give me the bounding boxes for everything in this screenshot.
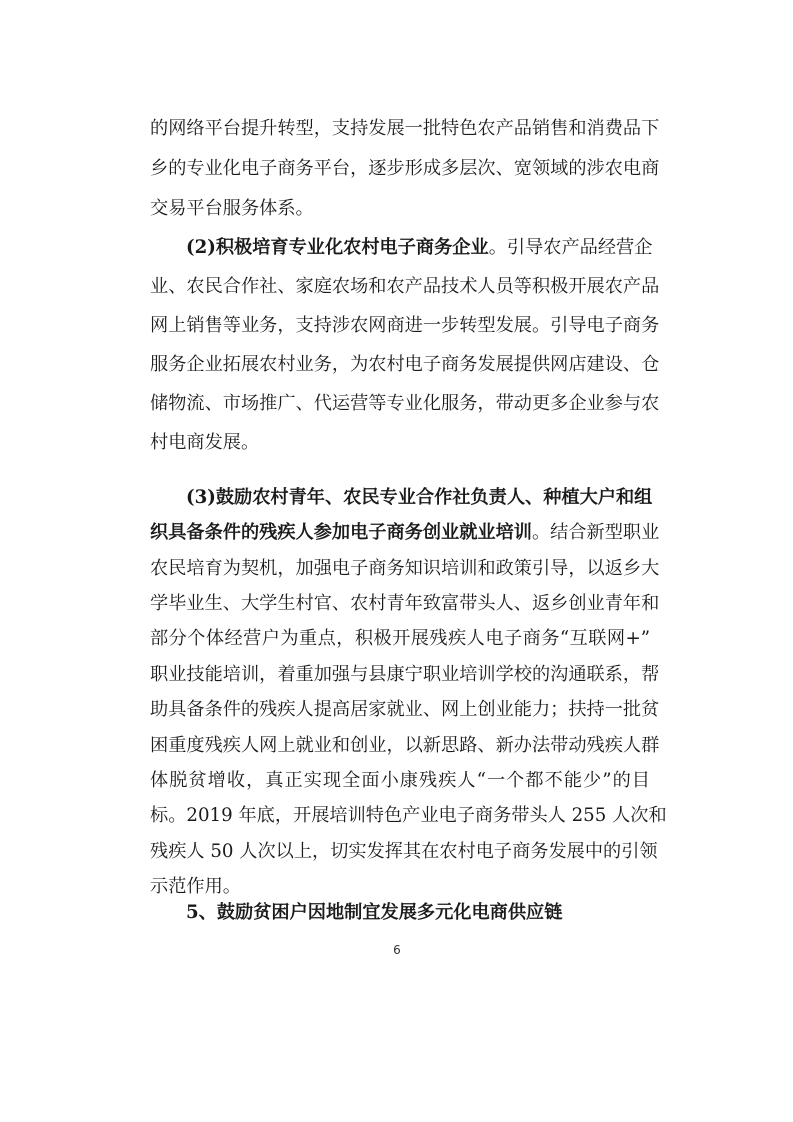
paragraph-3-line-8: 困重度残疾人网上就业和创业，以新思路、新办法带动残疾人群 — [150, 735, 660, 756]
paragraph-2-line-3: 服务企业拓展农村业务，为农村电子商务发展提供网店建设、仓 — [150, 354, 660, 375]
paragraph-1-line-3: 交易平台服务体系。 — [150, 198, 314, 219]
paragraph-3-line-12: 示范作用。 — [150, 876, 241, 897]
paragraph-3-line-6: 职业技能培训，着重加强与县康宁职业培训学校的沟通联系，帮 — [150, 664, 660, 685]
paragraph-2-line-1: 业、农民合作社、家庭农场和农产品技术人员等积极开展农产品 — [150, 276, 660, 297]
paragraph-3-line-7: 助具备条件的残疾人提高居家就业、网上创业能力；扶持一批贫 — [150, 699, 660, 720]
page-number: 6 — [393, 943, 401, 957]
paragraph-3-line-5: 部分个体经营户为重点，积极开展残疾人电子商务“互联网+” — [150, 628, 650, 649]
paragraph-2-line-2: 网上销售等业务，支持涉农网商进一步转型发展。引导电子商务 — [150, 315, 660, 336]
paragraph-2-line-4: 储物流、市场推广、代运营等专业化服务，带动更多企业参与农 — [150, 393, 660, 414]
paragraph-3-line-2-bold: 织具备条件的残疾人参加电子商务创业就业培训 — [150, 522, 532, 543]
paragraph-3-line-11: 残疾人 50 人次以上，切实发挥其在农村电子商务发展中的引领 — [150, 841, 658, 862]
paragraph-2-lead-bold: (2)积极培育专业化农村电子商务企业 — [186, 237, 489, 258]
paragraph-3-line-10: 标。2019 年底，开展培训特色产业电子商务带头人 255 人次和 — [150, 805, 667, 826]
paragraph-2-line-5: 村电商发展。 — [150, 432, 260, 453]
paragraph-3-line-2-rest: 。结合新型职业 — [531, 522, 660, 543]
paragraph-3-line-2 — [150, 521, 660, 545]
paragraph-3-line-9: 体脱贫增收，真正实现全面小康残疾人“一个都不能少”的目 — [150, 770, 650, 791]
paragraph-2-lead-rest: 。引导农产品经营企 — [488, 237, 653, 258]
paragraph-2-lead — [186, 236, 653, 260]
paragraph-3-line-3: 农民培育为契机，加强电子商务知识培训和政策引导，以返乡大 — [150, 558, 660, 579]
paragraph-1-line-1: 的网络平台提升转型，支持发展一批特色农产品销售和消费品下 — [150, 118, 660, 139]
paragraph-1-line-2: 乡的专业化电子商务平台，逐步形成多层次、宽领域的涉农电商 — [150, 158, 660, 179]
paragraph-3-bold-line-1: (3)鼓励农村青年、农民专业合作社负责人、种植大户和组 — [186, 487, 653, 508]
paragraph-3-line-4: 学毕业生、大学生村官、农村青年致富带头人、返乡创业青年和 — [150, 593, 660, 614]
section-heading: 5、鼓励贫困户因地制宜发展多元化电商供应链 — [186, 902, 563, 923]
